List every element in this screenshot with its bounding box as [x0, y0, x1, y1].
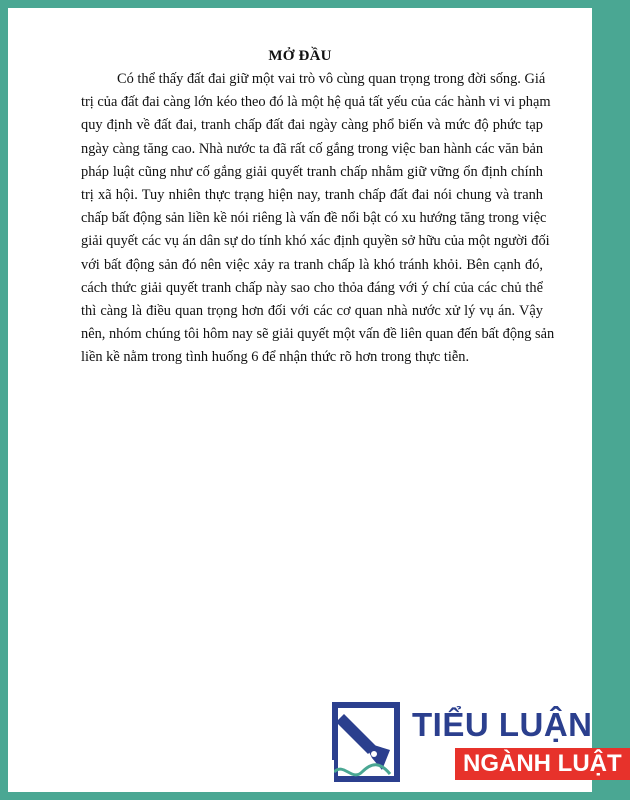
document-page: [8, 8, 592, 792]
body-line: ngày càng tăng cao. Nhà nước ta đã rất cố gắng trong việc ban hành các văn bản: [81, 140, 544, 157]
fountain-pen-nib-icon: [324, 700, 402, 784]
brand-subtitle: NGÀNH LUẬT: [455, 748, 630, 780]
body-line: chấp bất động sản liền kề nói riêng là vấn đề nổi bật có xu hướng tăng trong việc: [81, 210, 547, 227]
document-title: MỞ ĐẦU: [268, 48, 332, 64]
body-line: liền kề nằm trong tình huống 6 để nhận thức rõ hơn trong thực tiễn.: [81, 349, 470, 366]
body-line: giải quyết các vụ án dân sự do tính khó xác định quyền sở hữu của một người đối: [81, 233, 550, 250]
document-body: [81, 68, 555, 370]
brand-title: TIỂU LUẬN: [412, 706, 593, 743]
body-line: cách thức giải quyết tranh chấp này sao cho thỏa đáng với ý chí của các chủ thể: [81, 279, 543, 296]
body-line: trị xã hội. Tuy nhiên thực trạng hiện nay, tranh chấp đất đai nói chung và tranh: [81, 187, 543, 204]
body-line: nên, nhóm chúng tôi hôm nay sẽ giải quyết một vấn đề liên quan đến bất động sản: [81, 326, 555, 343]
body-line: thì càng là điều quan trọng hơn đối với các cơ quan nhà nước xử lý vụ án. Vậy: [81, 303, 543, 320]
brand-logo: [324, 700, 622, 784]
body-line: quy định về đất đai, tranh chấp đất đai ngày càng phổ biến và mức độ phức tạp: [81, 117, 543, 134]
body-line: Có thể thấy đất đai giữ một vai trò vô cùng quan trọng trong đời sống. Giá: [117, 71, 546, 87]
body-line: pháp luật cũng như cố gắng giải quyết tranh chấp nhằm giữ vững ổn định chính: [81, 163, 543, 180]
body-line: với bất động sản đó nên việc xảy ra tranh chấp là khó tránh khỏi. Bên cạnh đó,: [81, 256, 543, 273]
body-line: trị của đất đai càng lớn kéo theo đó là một hệ quả tất yếu của các hành vi vi phạm: [81, 94, 551, 111]
